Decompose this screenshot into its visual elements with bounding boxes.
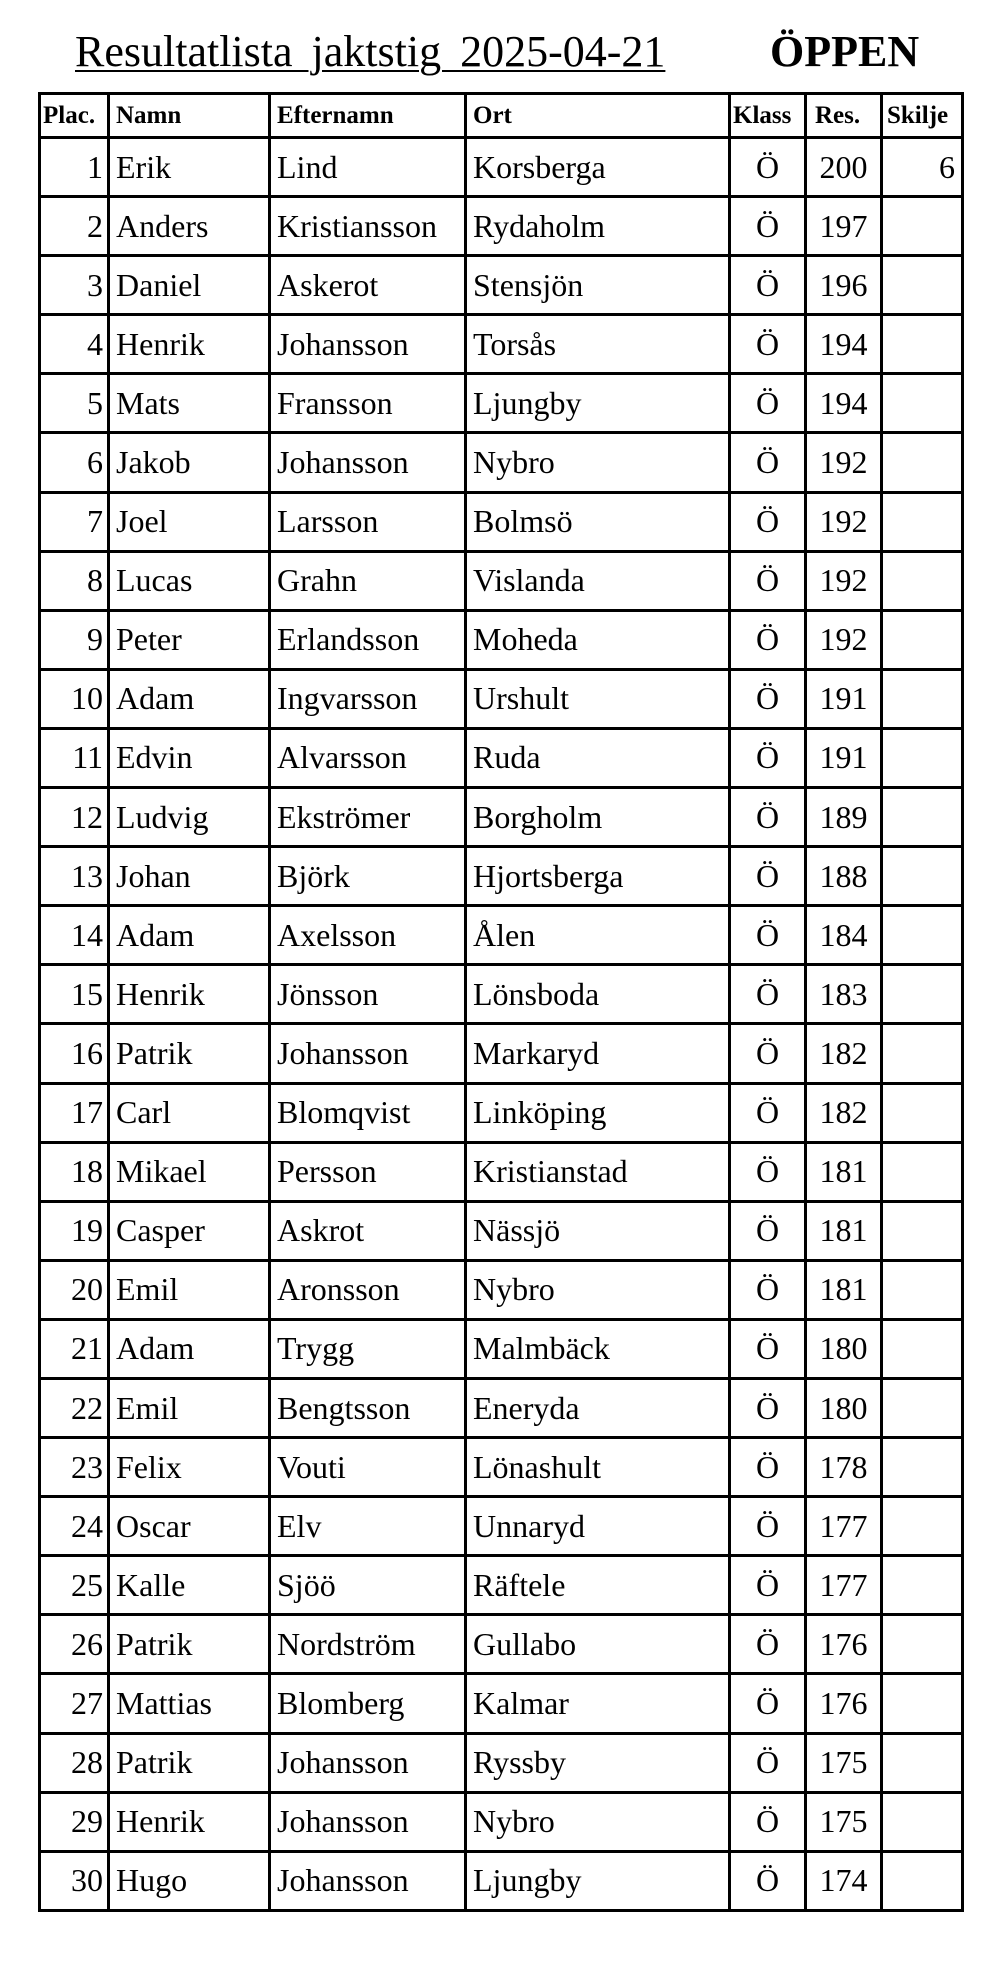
cell-res: 181 <box>804 1203 880 1259</box>
table-row <box>38 1025 964 1084</box>
table-row <box>38 1085 964 1144</box>
cell-namn: Felix <box>107 1439 268 1495</box>
cell-res: 183 <box>804 966 880 1022</box>
cell-ort: Kalmar <box>464 1675 728 1731</box>
cell-ort: Nässjö <box>464 1203 728 1259</box>
table-row <box>38 671 964 730</box>
cell-skilje <box>880 257 964 313</box>
cell-plac: 26 <box>38 1616 107 1672</box>
cell-namn: Peter <box>107 612 268 668</box>
cell-plac: 12 <box>38 789 107 845</box>
cell-ort: Ålen <box>464 907 728 963</box>
cell-klass: Ö <box>728 1498 804 1554</box>
table-row <box>38 139 964 198</box>
cell-plac: 25 <box>38 1557 107 1613</box>
cell-efternamn: Johansson <box>268 434 464 490</box>
cell-efternamn: Alvarsson <box>268 730 464 786</box>
cell-namn: Jakob <box>107 434 268 490</box>
cell-klass: Ö <box>728 1439 804 1495</box>
cell-namn: Emil <box>107 1380 268 1436</box>
cell-namn: Erik <box>107 139 268 195</box>
title-bar <box>0 22 1000 82</box>
cell-klass: Ö <box>728 434 804 490</box>
cell-klass: Ö <box>728 1675 804 1731</box>
cell-skilje <box>880 1498 964 1554</box>
cell-skilje <box>880 1557 964 1613</box>
cell-skilje <box>880 1085 964 1141</box>
cell-klass: Ö <box>728 1144 804 1200</box>
cell-ort: Ljungby <box>464 1853 728 1909</box>
table-row <box>38 848 964 907</box>
cell-namn: Hugo <box>107 1853 268 1909</box>
cell-ort: Vislanda <box>464 553 728 609</box>
cell-res: 188 <box>804 848 880 904</box>
cell-res: 177 <box>804 1557 880 1613</box>
cell-res: 176 <box>804 1616 880 1672</box>
cell-efternamn: Johansson <box>268 1794 464 1850</box>
cell-ort: Borgholm <box>464 789 728 845</box>
cell-klass: Ö <box>728 139 804 195</box>
table-row <box>38 1616 964 1675</box>
cell-klass: Ö <box>728 730 804 786</box>
cell-namn: Daniel <box>107 257 268 313</box>
cell-efternamn: Sjöö <box>268 1557 464 1613</box>
cell-res: 182 <box>804 1025 880 1081</box>
cell-plac: 30 <box>38 1853 107 1909</box>
cell-klass: Ö <box>728 1557 804 1613</box>
cell-skilje <box>880 1321 964 1377</box>
cell-skilje <box>880 1025 964 1081</box>
cell-ort: Ryssby <box>464 1735 728 1791</box>
cell-ort: Ruda <box>464 730 728 786</box>
cell-klass: Ö <box>728 1735 804 1791</box>
cell-klass: Ö <box>728 198 804 254</box>
header-ort: Ort <box>464 95 728 136</box>
table-row <box>38 907 964 966</box>
cell-efternamn: Lind <box>268 139 464 195</box>
table-row <box>38 1853 964 1912</box>
cell-klass: Ö <box>728 907 804 963</box>
cell-efternamn: Fransson <box>268 375 464 431</box>
cell-plac: 16 <box>38 1025 107 1081</box>
cell-efternamn: Trygg <box>268 1321 464 1377</box>
cell-efternamn: Nordström <box>268 1616 464 1672</box>
cell-plac: 18 <box>38 1144 107 1200</box>
cell-namn: Patrik <box>107 1616 268 1672</box>
header-klass: Klass <box>728 95 804 136</box>
cell-ort: Ljungby <box>464 375 728 431</box>
cell-namn: Lucas <box>107 553 268 609</box>
cell-res: 175 <box>804 1735 880 1791</box>
cell-efternamn: Johansson <box>268 1853 464 1909</box>
cell-ort: Gullabo <box>464 1616 728 1672</box>
cell-ort: Linköping <box>464 1085 728 1141</box>
table-row <box>38 257 964 316</box>
cell-namn: Mikael <box>107 1144 268 1200</box>
cell-res: 191 <box>804 730 880 786</box>
table-row <box>38 1439 964 1498</box>
cell-res: 182 <box>804 1085 880 1141</box>
cell-klass: Ö <box>728 671 804 727</box>
cell-plac: 29 <box>38 1794 107 1850</box>
cell-res: 177 <box>804 1498 880 1554</box>
cell-efternamn: Johansson <box>268 1735 464 1791</box>
cell-klass: Ö <box>728 789 804 845</box>
cell-namn: Henrik <box>107 316 268 372</box>
cell-klass: Ö <box>728 553 804 609</box>
cell-plac: 13 <box>38 848 107 904</box>
cell-namn: Edvin <box>107 730 268 786</box>
header-plac: Plac. <box>38 95 107 136</box>
cell-plac: 22 <box>38 1380 107 1436</box>
cell-res: 197 <box>804 198 880 254</box>
cell-skilje <box>880 1262 964 1318</box>
cell-namn: Emil <box>107 1262 268 1318</box>
cell-plac: 1 <box>38 139 107 195</box>
cell-klass: Ö <box>728 612 804 668</box>
table-row <box>38 494 964 553</box>
cell-ort: Stensjön <box>464 257 728 313</box>
cell-res: 174 <box>804 1853 880 1909</box>
cell-klass: Ö <box>728 1380 804 1436</box>
cell-namn: Henrik <box>107 966 268 1022</box>
cell-namn: Patrik <box>107 1735 268 1791</box>
page-title: Resultatlista jaktstig 2025-04-21 <box>75 27 666 76</box>
cell-klass: Ö <box>728 494 804 550</box>
cell-efternamn: Askrot <box>268 1203 464 1259</box>
cell-plac: 9 <box>38 612 107 668</box>
cell-plac: 8 <box>38 553 107 609</box>
cell-efternamn: Blomberg <box>268 1675 464 1731</box>
cell-efternamn: Vouti <box>268 1439 464 1495</box>
header-efternamn: Efternamn <box>268 95 464 136</box>
cell-skilje <box>880 966 964 1022</box>
class-label: ÖPPEN <box>770 27 920 76</box>
table-row <box>38 1144 964 1203</box>
cell-plac: 14 <box>38 907 107 963</box>
cell-skilje <box>880 1144 964 1200</box>
cell-klass: Ö <box>728 1794 804 1850</box>
cell-res: 192 <box>804 434 880 490</box>
cell-efternamn: Ingvarsson <box>268 671 464 727</box>
table-row <box>38 434 964 493</box>
cell-ort: Hjortsberga <box>464 848 728 904</box>
cell-ort: Moheda <box>464 612 728 668</box>
cell-skilje <box>880 198 964 254</box>
cell-ort: Nybro <box>464 434 728 490</box>
cell-skilje <box>880 789 964 845</box>
cell-plac: 19 <box>38 1203 107 1259</box>
table-body <box>38 139 964 1912</box>
cell-efternamn: Jönsson <box>268 966 464 1022</box>
cell-ort: Nybro <box>464 1262 728 1318</box>
cell-efternamn: Johansson <box>268 1025 464 1081</box>
cell-res: 178 <box>804 1439 880 1495</box>
cell-plac: 2 <box>38 198 107 254</box>
cell-namn: Johan <box>107 848 268 904</box>
cell-plac: 27 <box>38 1675 107 1731</box>
cell-klass: Ö <box>728 1321 804 1377</box>
cell-ort: Lönashult <box>464 1439 728 1495</box>
cell-klass: Ö <box>728 1853 804 1909</box>
cell-ort: Nybro <box>464 1794 728 1850</box>
cell-plac: 21 <box>38 1321 107 1377</box>
cell-res: 184 <box>804 907 880 963</box>
cell-res: 180 <box>804 1321 880 1377</box>
cell-res: 196 <box>804 257 880 313</box>
cell-efternamn: Axelsson <box>268 907 464 963</box>
cell-efternamn: Erlandsson <box>268 612 464 668</box>
table-header-row <box>38 92 964 139</box>
cell-klass: Ö <box>728 1025 804 1081</box>
header-res: Res. <box>804 95 880 136</box>
cell-res: 194 <box>804 316 880 372</box>
cell-res: 192 <box>804 553 880 609</box>
cell-ort: Bolmsö <box>464 494 728 550</box>
cell-skilje <box>880 612 964 668</box>
table-row <box>38 612 964 671</box>
cell-plac: 10 <box>38 671 107 727</box>
cell-skilje <box>880 1380 964 1436</box>
cell-skilje <box>880 375 964 431</box>
cell-klass: Ö <box>728 1616 804 1672</box>
cell-skilje <box>880 434 964 490</box>
cell-klass: Ö <box>728 375 804 431</box>
cell-efternamn: Bengtsson <box>268 1380 464 1436</box>
cell-res: 200 <box>804 139 880 195</box>
cell-namn: Joel <box>107 494 268 550</box>
cell-efternamn: Blomqvist <box>268 1085 464 1141</box>
cell-klass: Ö <box>728 1262 804 1318</box>
cell-efternamn: Johansson <box>268 316 464 372</box>
cell-efternamn: Kristiansson <box>268 198 464 254</box>
table-row <box>38 1203 964 1262</box>
table-row <box>38 198 964 257</box>
table-row <box>38 1735 964 1794</box>
cell-res: 189 <box>804 789 880 845</box>
cell-klass: Ö <box>728 966 804 1022</box>
cell-namn: Patrik <box>107 1025 268 1081</box>
cell-ort: Korsberga <box>464 139 728 195</box>
cell-skilje <box>880 1675 964 1731</box>
cell-ort: Eneryda <box>464 1380 728 1436</box>
cell-klass: Ö <box>728 316 804 372</box>
cell-plac: 23 <box>38 1439 107 1495</box>
cell-ort: Kristianstad <box>464 1144 728 1200</box>
cell-res: 192 <box>804 494 880 550</box>
cell-namn: Kalle <box>107 1557 268 1613</box>
cell-plac: 28 <box>38 1735 107 1791</box>
cell-plac: 15 <box>38 966 107 1022</box>
table-row <box>38 1794 964 1853</box>
cell-efternamn: Persson <box>268 1144 464 1200</box>
table-row <box>38 730 964 789</box>
header-skilje: Skilje <box>880 95 964 136</box>
cell-res: 192 <box>804 612 880 668</box>
cell-plac: 7 <box>38 494 107 550</box>
cell-skilje <box>880 1616 964 1672</box>
cell-res: 194 <box>804 375 880 431</box>
cell-skilje <box>880 1794 964 1850</box>
table-row <box>38 1262 964 1321</box>
cell-klass: Ö <box>728 848 804 904</box>
cell-namn: Mattias <box>107 1675 268 1731</box>
cell-efternamn: Elv <box>268 1498 464 1554</box>
cell-skilje <box>880 1735 964 1791</box>
cell-ort: Malmbäck <box>464 1321 728 1377</box>
cell-namn: Oscar <box>107 1498 268 1554</box>
cell-res: 181 <box>804 1144 880 1200</box>
cell-skilje <box>880 848 964 904</box>
cell-skilje <box>880 1203 964 1259</box>
cell-efternamn: Askerot <box>268 257 464 313</box>
table-row <box>38 1380 964 1439</box>
cell-ort: Rydaholm <box>464 198 728 254</box>
table-row <box>38 553 964 612</box>
cell-namn: Casper <box>107 1203 268 1259</box>
cell-res: 191 <box>804 671 880 727</box>
cell-ort: Torsås <box>464 316 728 372</box>
cell-plac: 4 <box>38 316 107 372</box>
cell-klass: Ö <box>728 1085 804 1141</box>
cell-namn: Adam <box>107 907 268 963</box>
cell-namn: Adam <box>107 671 268 727</box>
cell-skilje <box>880 1853 964 1909</box>
cell-plac: 6 <box>38 434 107 490</box>
cell-efternamn: Grahn <box>268 553 464 609</box>
table-row <box>38 789 964 848</box>
cell-res: 180 <box>804 1380 880 1436</box>
table-row <box>38 375 964 434</box>
cell-plac: 5 <box>38 375 107 431</box>
cell-efternamn: Aronsson <box>268 1262 464 1318</box>
cell-res: 181 <box>804 1262 880 1318</box>
header-namn: Namn <box>107 95 268 136</box>
cell-plac: 11 <box>38 730 107 786</box>
cell-plac: 24 <box>38 1498 107 1554</box>
cell-skilje <box>880 494 964 550</box>
cell-ort: Unnaryd <box>464 1498 728 1554</box>
cell-ort: Markaryd <box>464 1025 728 1081</box>
cell-ort: Lönsboda <box>464 966 728 1022</box>
cell-skilje <box>880 907 964 963</box>
cell-ort: Urshult <box>464 671 728 727</box>
cell-plac: 20 <box>38 1262 107 1318</box>
cell-efternamn: Larsson <box>268 494 464 550</box>
cell-skilje: 6 <box>880 139 964 195</box>
results-table <box>38 92 964 1912</box>
cell-skilje <box>880 1439 964 1495</box>
cell-skilje <box>880 730 964 786</box>
cell-namn: Mats <box>107 375 268 431</box>
table-row <box>38 966 964 1025</box>
table-row <box>38 1675 964 1734</box>
cell-klass: Ö <box>728 1203 804 1259</box>
cell-plac: 17 <box>38 1085 107 1141</box>
cell-ort: Räftele <box>464 1557 728 1613</box>
cell-res: 175 <box>804 1794 880 1850</box>
cell-skilje <box>880 553 964 609</box>
cell-res: 176 <box>804 1675 880 1731</box>
cell-namn: Adam <box>107 1321 268 1377</box>
cell-skilje <box>880 671 964 727</box>
cell-plac: 3 <box>38 257 107 313</box>
table-row <box>38 1498 964 1557</box>
cell-efternamn: Ekströmer <box>268 789 464 845</box>
table-row <box>38 1321 964 1380</box>
cell-namn: Carl <box>107 1085 268 1141</box>
cell-namn: Anders <box>107 198 268 254</box>
cell-klass: Ö <box>728 257 804 313</box>
cell-skilje <box>880 316 964 372</box>
cell-namn: Ludvig <box>107 789 268 845</box>
cell-efternamn: Björk <box>268 848 464 904</box>
table-row <box>38 1557 964 1616</box>
cell-namn: Henrik <box>107 1794 268 1850</box>
table-row <box>38 316 964 375</box>
